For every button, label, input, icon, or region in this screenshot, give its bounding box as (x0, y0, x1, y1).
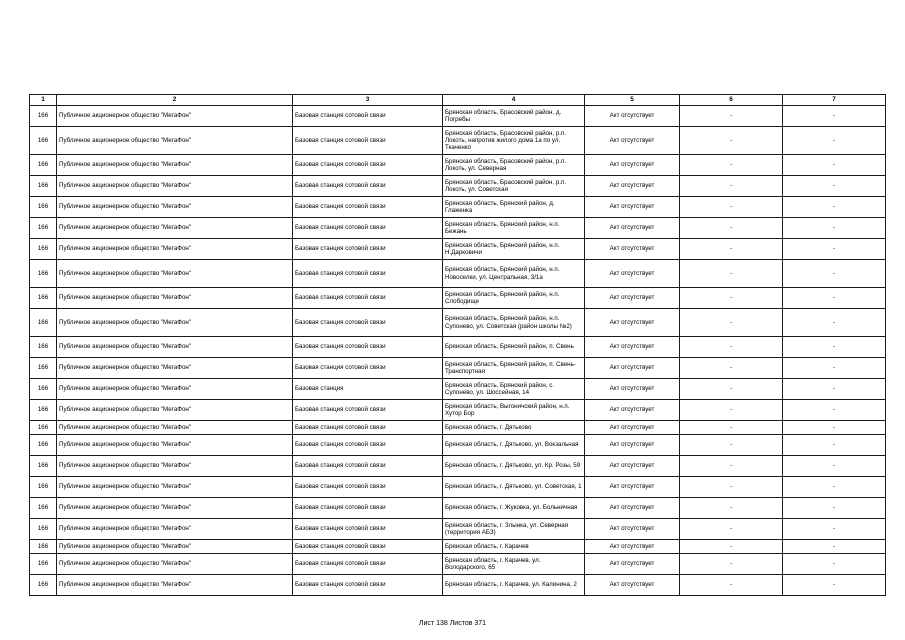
act-status: Акт отсутствует (585, 218, 680, 239)
organization-name: Публичное акционерное общество "МегаФон" (57, 435, 293, 456)
column-6-value: - (680, 400, 783, 421)
object-type: Базовая станция сотовой связи (293, 218, 443, 239)
column-7-value: - (783, 197, 886, 218)
act-status: Акт отсутствует (585, 435, 680, 456)
object-type: Базовая станция сотовой связи (293, 421, 443, 435)
table-row (30, 218, 886, 239)
act-status: Акт отсутствует (585, 239, 680, 260)
organization-name: Публичное акционерное общество "МегаФон" (57, 260, 293, 288)
act-status: Акт отсутствует (585, 400, 680, 421)
column-7-value: - (783, 498, 886, 519)
act-status: Акт отсутствует (585, 379, 680, 400)
row-number: 166 (30, 456, 57, 477)
column-6-value: - (680, 498, 783, 519)
column-7-value: - (783, 358, 886, 379)
organization-name: Публичное акционерное общество "МегаФон" (57, 155, 293, 176)
object-address: Брянская область, Брасовский район, р.п. Локоть, напротив жилого дома 1а по ул. Ткаченко (443, 127, 585, 155)
column-6-value: - (680, 575, 783, 596)
row-number: 166 (30, 155, 57, 176)
column-header: 5 (585, 95, 680, 106)
object-type: Базовая станция сотовой связи (293, 498, 443, 519)
organization-name: Публичное акционерное общество "МегаФон" (57, 456, 293, 477)
column-header: 4 (443, 95, 585, 106)
column-7-value: - (783, 519, 886, 540)
object-address: Брянская область, г. Дятьково, ул. Советская, 1 (443, 477, 585, 498)
table-row (30, 421, 886, 435)
object-address: Брянская область, г. Карачев, ул. Володарского, 65 (443, 554, 585, 575)
organization-name: Публичное акционерное общество "МегаФон" (57, 218, 293, 239)
column-6-value: - (680, 218, 783, 239)
column-7-value: - (783, 575, 886, 596)
column-7-value: - (783, 127, 886, 155)
column-6-value: - (680, 239, 783, 260)
row-number: 166 (30, 239, 57, 260)
column-6-value: - (680, 435, 783, 456)
column-7-value: - (783, 337, 886, 358)
act-status: Акт отсутствует (585, 197, 680, 218)
object-address: Брянская область, Брасовский район, д. Погребы (443, 106, 585, 127)
object-type: Базовая станция сотовой связи (293, 477, 443, 498)
row-number: 166 (30, 400, 57, 421)
organization-name: Публичное акционерное общество "МегаФон" (57, 309, 293, 337)
table-row (30, 309, 886, 337)
object-type: Базовая станция сотовой связи (293, 309, 443, 337)
table-row (30, 127, 886, 155)
act-status: Акт отсутствует (585, 540, 680, 554)
organization-name: Публичное акционерное общество "МегаФон" (57, 176, 293, 197)
row-number: 166 (30, 477, 57, 498)
column-6-value: - (680, 421, 783, 435)
object-type: Базовая станция сотовой связи (293, 435, 443, 456)
table-row (30, 519, 886, 540)
row-number: 166 (30, 197, 57, 218)
column-6-value: - (680, 106, 783, 127)
organization-name: Публичное акционерное общество "МегаФон" (57, 379, 293, 400)
object-type: Базовая станция сотовой связи (293, 554, 443, 575)
act-status: Акт отсутствует (585, 288, 680, 309)
column-6-value: - (680, 127, 783, 155)
column-6-value: - (680, 260, 783, 288)
column-7-value: - (783, 421, 886, 435)
row-number: 166 (30, 554, 57, 575)
row-number: 166 (30, 106, 57, 127)
act-status: Акт отсутствует (585, 498, 680, 519)
column-6-value: - (680, 358, 783, 379)
column-6-value: - (680, 379, 783, 400)
table-row (30, 540, 886, 554)
column-7-value: - (783, 540, 886, 554)
act-status: Акт отсутствует (585, 155, 680, 176)
column-header: 1 (30, 95, 57, 106)
table-row (30, 498, 886, 519)
table-row (30, 337, 886, 358)
column-7-value: - (783, 554, 886, 575)
page-footer: Лист 138 Листов 371 (418, 620, 487, 627)
register-table (29, 94, 886, 596)
object-address: Брянская область, г. Дятьково, ул. Кр. Розы, 59 (443, 456, 585, 477)
object-type: Базовая станция сотовой связи (293, 400, 443, 421)
act-status: Акт отсутствует (585, 337, 680, 358)
act-status: Акт отсутствует (585, 176, 680, 197)
table-row (30, 176, 886, 197)
row-number: 166 (30, 218, 57, 239)
object-type: Базовая станция сотовой связи (293, 540, 443, 554)
row-number: 166 (30, 309, 57, 337)
organization-name: Публичное акционерное общество "МегаФон" (57, 400, 293, 421)
table-row (30, 358, 886, 379)
object-address: Брянская область, Брянский район, н.п. Н.Дарковичи (443, 239, 585, 260)
row-number: 166 (30, 519, 57, 540)
table-row (30, 400, 886, 421)
organization-name: Публичное акционерное общество "МегаФон" (57, 575, 293, 596)
column-7-value: - (783, 106, 886, 127)
table-row (30, 456, 886, 477)
object-address: Брянская область, Брянский район, с. Супонево, ул. Шоссейная, 14 (443, 379, 585, 400)
row-number: 166 (30, 498, 57, 519)
object-address: Брянская область, Брасовский район, р.п. Локоть, ул. Советская (443, 176, 585, 197)
column-6-value: - (680, 456, 783, 477)
object-type: Базовая станция сотовой связи (293, 575, 443, 596)
object-type: Базовая станция сотовой связи (293, 127, 443, 155)
column-6-value: - (680, 155, 783, 176)
object-address: Брянская область, Брянский район, н.п. Супонево, ул. Советская (район школы №2) (443, 309, 585, 337)
act-status: Акт отсутствует (585, 127, 680, 155)
table-row (30, 106, 886, 127)
act-status: Акт отсутствует (585, 575, 680, 596)
column-7-value: - (783, 176, 886, 197)
table-row (30, 239, 886, 260)
object-address: Брянская область, г. Злынка, ул. Северная (территория АБЗ) (443, 519, 585, 540)
object-type: Базовая станция (293, 379, 443, 400)
register-body (30, 106, 886, 596)
row-number: 166 (30, 421, 57, 435)
column-6-value: - (680, 197, 783, 218)
object-type: Базовая станция сотовой связи (293, 260, 443, 288)
table-row (30, 155, 886, 176)
object-type: Базовая станция сотовой связи (293, 155, 443, 176)
table-row (30, 554, 886, 575)
row-number: 166 (30, 260, 57, 288)
column-7-value: - (783, 288, 886, 309)
column-header: 3 (293, 95, 443, 106)
column-header: 2 (57, 95, 293, 106)
act-status: Акт отсутствует (585, 358, 680, 379)
column-7-value: - (783, 239, 886, 260)
act-status: Акт отсутствует (585, 519, 680, 540)
column-7-value: - (783, 218, 886, 239)
table-row (30, 260, 886, 288)
organization-name: Публичное акционерное общество "МегаФон" (57, 554, 293, 575)
object-address: Брянская область, Брянский район, д. Глаженка (443, 197, 585, 218)
column-6-value: - (680, 554, 783, 575)
organization-name: Публичное акционерное общество "МегаФон" (57, 477, 293, 498)
object-type: Базовая станция сотовой связи (293, 197, 443, 218)
row-number: 166 (30, 379, 57, 400)
column-header: 6 (680, 95, 783, 106)
object-type: Базовая станция сотовой связи (293, 176, 443, 197)
table-row (30, 435, 886, 456)
object-type: Базовая станция сотовой связи (293, 456, 443, 477)
object-address: Брянская область, Брасовский район, р.п. Локоть, ул. Северная (443, 155, 585, 176)
row-number: 166 (30, 288, 57, 309)
row-number: 166 (30, 540, 57, 554)
organization-name: Публичное акционерное общество "МегаФон" (57, 337, 293, 358)
column-7-value: - (783, 260, 886, 288)
column-6-value: - (680, 540, 783, 554)
object-type: Базовая станция сотовой связи (293, 239, 443, 260)
object-address: Брянская область, Брянский район, н.п. Новоселки, ул. Центральная, 3/1а (443, 260, 585, 288)
row-number: 166 (30, 435, 57, 456)
table-row (30, 575, 886, 596)
act-status: Акт отсутствует (585, 309, 680, 337)
row-number: 166 (30, 127, 57, 155)
organization-name: Публичное акционерное общество "МегаФон" (57, 239, 293, 260)
column-7-value: - (783, 155, 886, 176)
act-status: Акт отсутствует (585, 260, 680, 288)
act-status: Акт отсутствует (585, 456, 680, 477)
column-7-value: - (783, 435, 886, 456)
column-7-value: - (783, 309, 886, 337)
object-type: Базовая станция сотовой связи (293, 358, 443, 379)
table-row (30, 379, 886, 400)
object-address: Брянская область, г. Дятьково, ул. Вокзальная (443, 435, 585, 456)
organization-name: Публичное акционерное общество "МегаФон" (57, 106, 293, 127)
header-row (30, 95, 886, 106)
column-7-value: - (783, 456, 886, 477)
object-type: Базовая станция сотовой связи (293, 106, 443, 127)
column-6-value: - (680, 337, 783, 358)
object-type: Базовая станция сотовой связи (293, 288, 443, 309)
column-header: 7 (783, 95, 886, 106)
object-address: Брянская область, Брянский район, п. Свень (443, 337, 585, 358)
object-type: Базовая станция сотовой связи (293, 337, 443, 358)
register-sheet (29, 94, 886, 596)
object-address: Брянская область, г. Карачев (443, 540, 585, 554)
organization-name: Публичное акционерное общество "МегаФон" (57, 127, 293, 155)
organization-name: Публичное акционерное общество "МегаФон" (57, 519, 293, 540)
column-6-value: - (680, 288, 783, 309)
object-address: Брянская область, Брянский район, н.п. Бежань (443, 218, 585, 239)
organization-name: Публичное акционерное общество "МегаФон" (57, 498, 293, 519)
column-7-value: - (783, 379, 886, 400)
act-status: Акт отсутствует (585, 554, 680, 575)
table-row (30, 197, 886, 218)
row-number: 166 (30, 358, 57, 379)
column-7-value: - (783, 477, 886, 498)
column-6-value: - (680, 519, 783, 540)
table-row (30, 288, 886, 309)
object-address: Брянская область, Брянский район, н.п. Слободище (443, 288, 585, 309)
object-address: Брянская область, Выгоничский район, н.п. Хутор Бор (443, 400, 585, 421)
organization-name: Публичное акционерное общество "МегаФон" (57, 540, 293, 554)
organization-name: Публичное акционерное общество "МегаФон" (57, 421, 293, 435)
object-address: Брянская область, г. Карачев, ул. Калинина, 2 (443, 575, 585, 596)
act-status: Акт отсутствует (585, 477, 680, 498)
row-number: 166 (30, 176, 57, 197)
object-address: Брянская область, Брянский район, п. Свень-Транспортная (443, 358, 585, 379)
object-address: Брянская область, г. Жуковка, ул. Больничная (443, 498, 585, 519)
object-address: Брянская область, г. Дятьково (443, 421, 585, 435)
organization-name: Публичное акционерное общество "МегаФон" (57, 197, 293, 218)
organization-name: Публичное акционерное общество "МегаФон" (57, 288, 293, 309)
column-6-value: - (680, 477, 783, 498)
act-status: Акт отсутствует (585, 106, 680, 127)
table-row (30, 477, 886, 498)
column-6-value: - (680, 309, 783, 337)
column-7-value: - (783, 400, 886, 421)
act-status: Акт отсутствует (585, 421, 680, 435)
object-type: Базовая станция сотовой связи (293, 519, 443, 540)
column-6-value: - (680, 176, 783, 197)
row-number: 166 (30, 337, 57, 358)
organization-name: Публичное акционерное общество "МегаФон" (57, 358, 293, 379)
row-number: 166 (30, 575, 57, 596)
